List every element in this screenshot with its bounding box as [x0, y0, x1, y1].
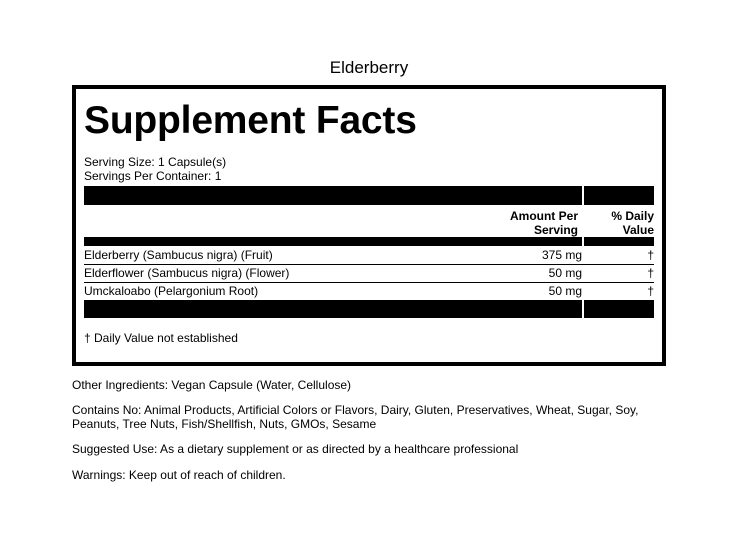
column-header-daily-value	[584, 209, 654, 237]
column-header-amount	[476, 209, 578, 237]
thick-divider-top	[84, 186, 654, 205]
other-ingredients: Other Ingredients: Vegan Capsule (Water, Cellulose)	[72, 378, 352, 392]
column-header-dv-text: % Daily Value	[611, 209, 654, 237]
nutrient-amount: 50 mg	[548, 266, 582, 280]
nutrient-amount: 50 mg	[548, 284, 582, 298]
nutrient-name: Umckaloabo (Pelargonium Root)	[84, 284, 259, 298]
serving-size: Serving Size: 1 Capsule(s)	[84, 155, 227, 169]
daily-value-footnote: † Daily Value not established	[84, 331, 238, 345]
suggested-use: Suggested Use: As a dietary supplement or as directed by a healthcare professional	[72, 442, 519, 456]
column-header-amount-text: Amount Per Serving	[509, 209, 578, 237]
nutrient-name: Elderflower (Sambucus nigra) (Flower)	[84, 266, 290, 280]
product-title: Elderberry	[329, 58, 409, 77]
nutrient-row	[84, 264, 654, 282]
nutrient-row	[84, 246, 654, 264]
thick-divider-bottom	[84, 300, 654, 318]
nutrient-daily-value: †	[647, 248, 654, 262]
servings-per-container: Servings Per Container: 1	[84, 169, 222, 183]
nutrient-amount: 375 mg	[541, 248, 582, 262]
nutrient-daily-value: †	[647, 284, 654, 298]
supplement-facts-panel	[72, 85, 666, 366]
contains-no: Contains No: Animal Products, Artificial Colors or Flavors, Dairy, Gluten, Preservatives, Wheat, Sugar, Soy, Peanuts, Tree Nuts, Fish/Shellfish, Nuts, GMOs, Sesame	[72, 403, 639, 431]
nutrient-row	[84, 282, 654, 300]
nutrient-name: Elderberry (Sambucus nigra) (Fruit)	[84, 248, 273, 262]
nutrient-daily-value: †	[647, 266, 654, 280]
thick-divider-middle	[84, 237, 654, 246]
warnings: Warnings: Keep out of reach of children.	[72, 468, 286, 482]
facts-heading: Supplement Facts	[84, 99, 417, 142]
